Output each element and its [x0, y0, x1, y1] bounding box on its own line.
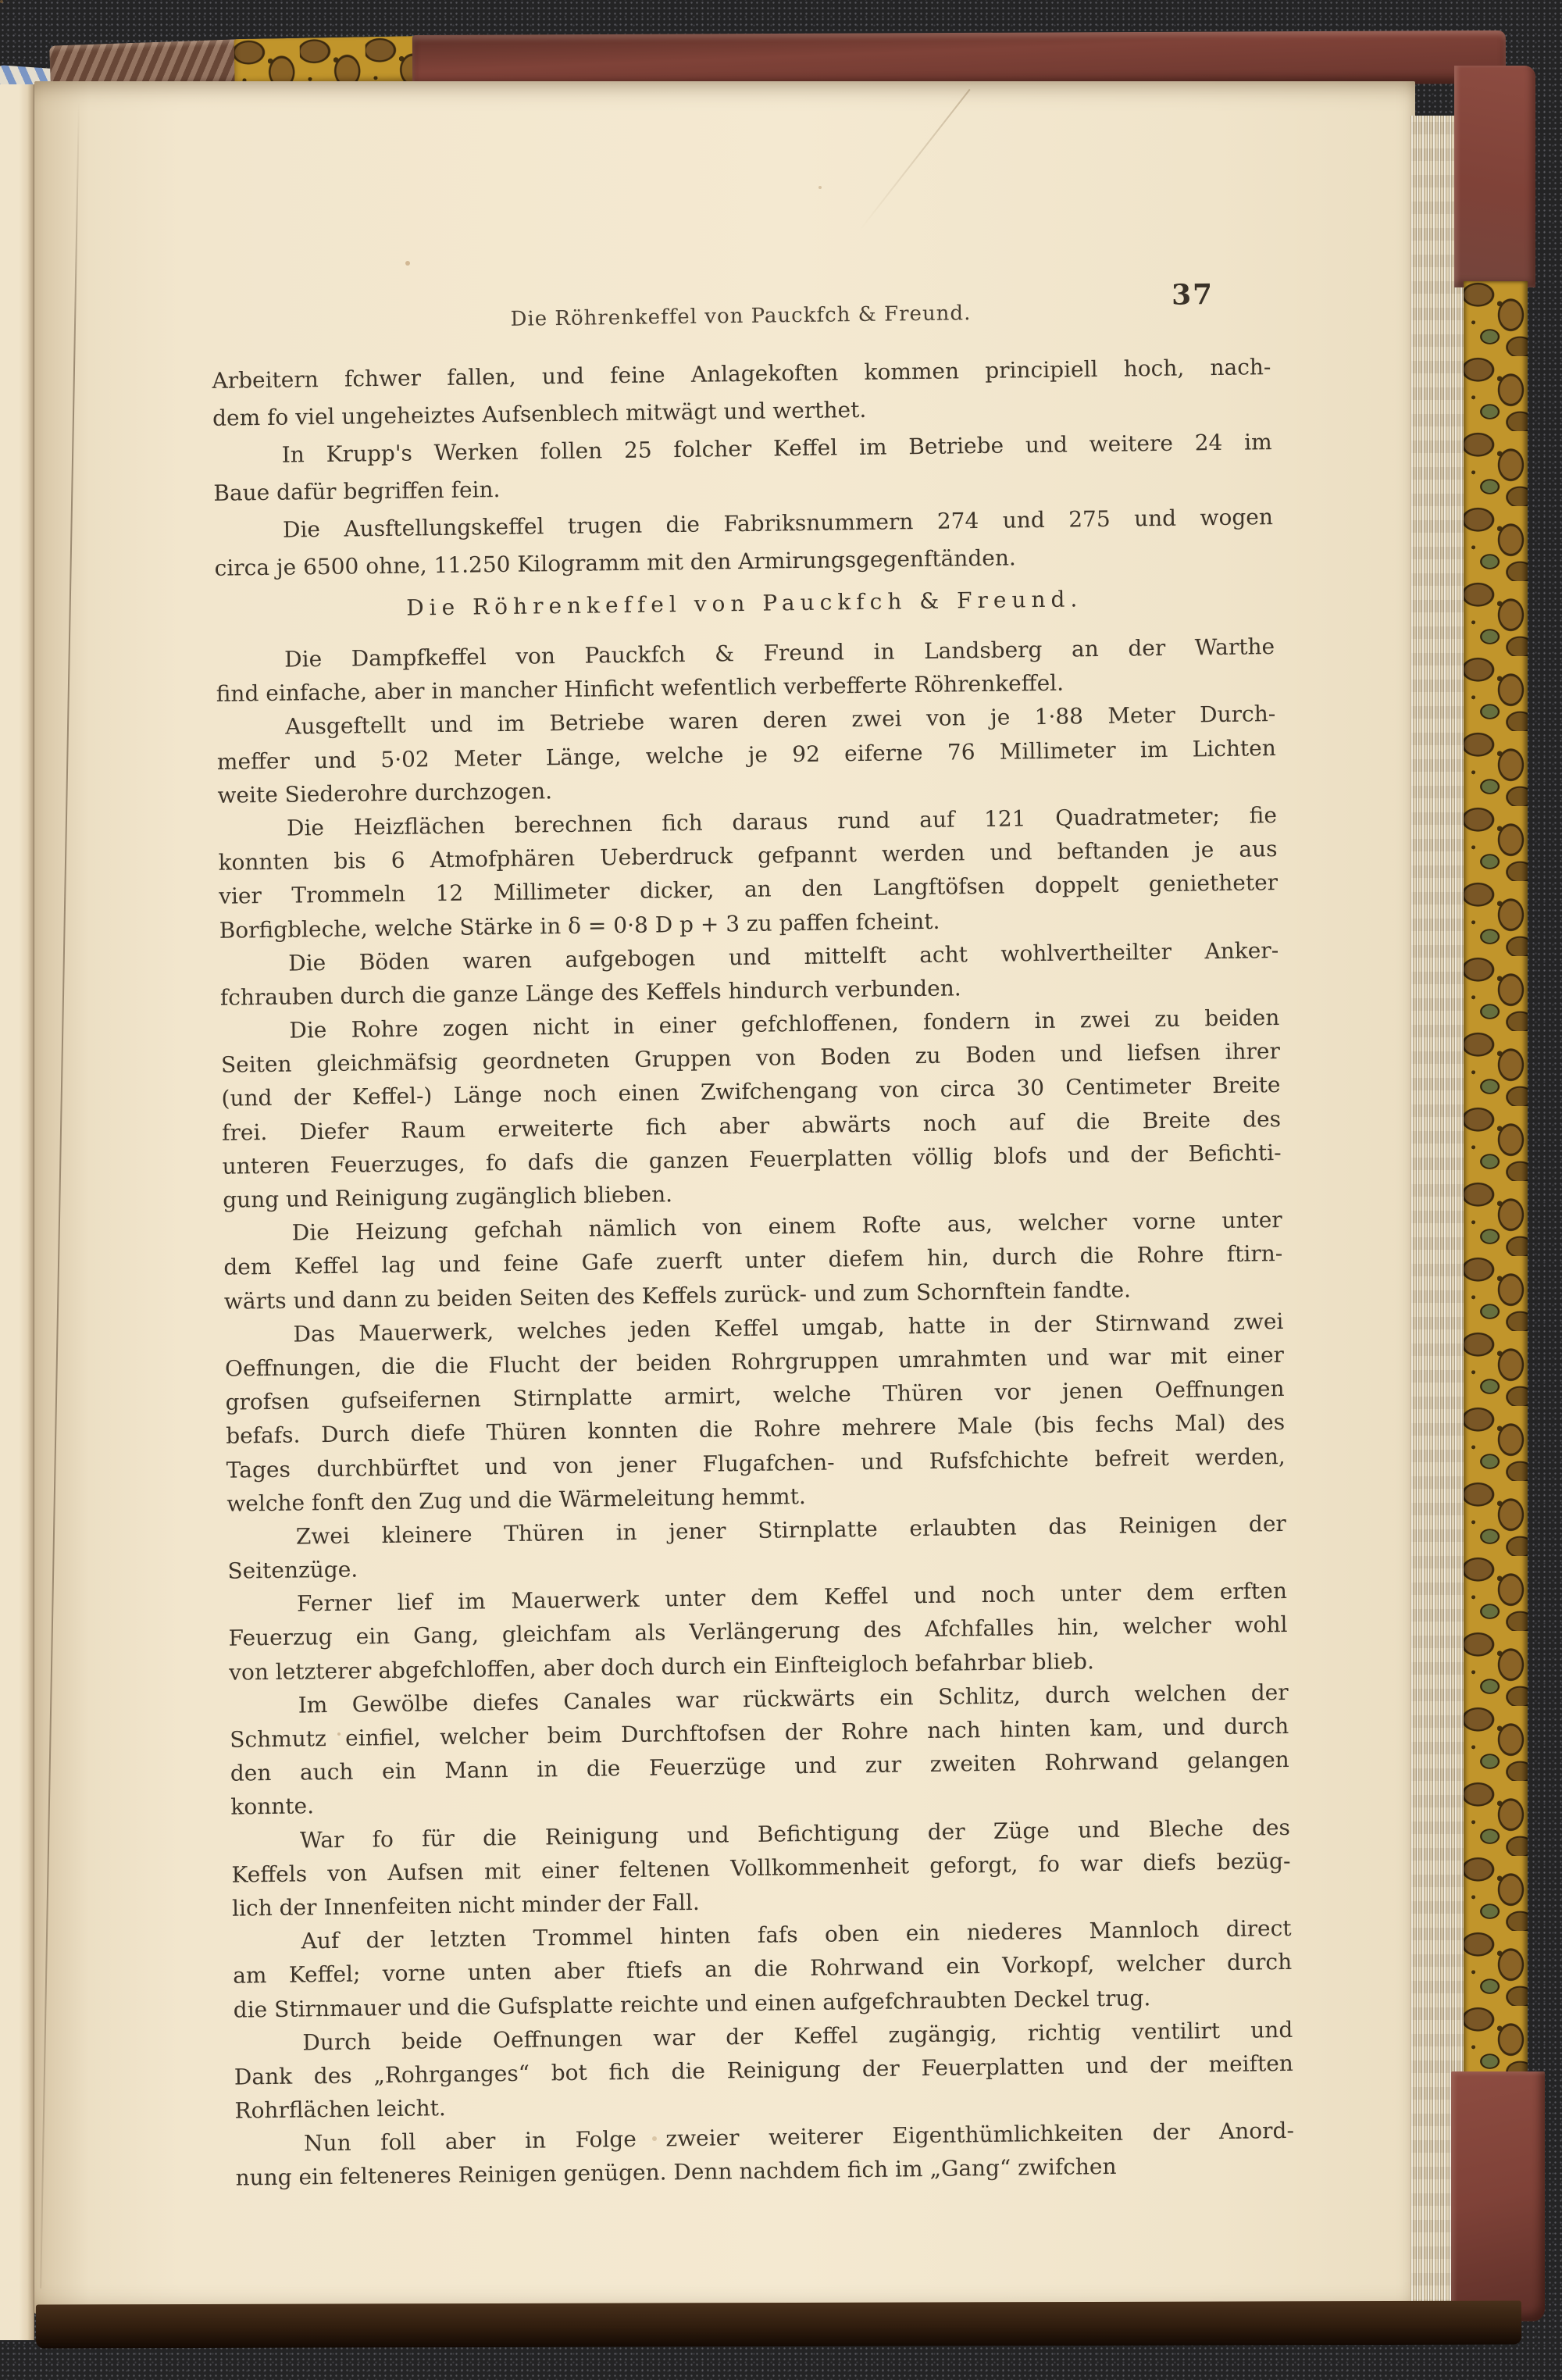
- text-line: Borfigbleche, welche Stärke in δ = 0·8 D p + 3 zu paffen fcheint.: [219, 908, 940, 944]
- page-content: [211, 280, 1295, 2195]
- text-line: befafs. Durch diefe Thüren konnten die Rohre mehrere Male (bis fechs Mal) des: [225, 1409, 1286, 1450]
- text-line: Rohrflächen leicht.: [234, 2095, 446, 2124]
- text-line: In Krupp's Werken follen 25 folcher Keffel im Betriebe und weitere 24 im: [281, 429, 1272, 468]
- text-line: konnten bis 6 Atmofphären Ueberdruck gefpannt werden und beftanden je aus: [218, 836, 1278, 876]
- book-corner-leather-top: [1454, 66, 1535, 287]
- text-line: War fo für die Reinigung und Befichtigung der Züge und Bleche des: [299, 1814, 1291, 1854]
- book-corner-leather-bottom: [1451, 2071, 1545, 2321]
- text-line: Oeffnungen, die die Flucht der beiden Rohrgruppen umrahmten und war mit einer: [224, 1341, 1285, 1382]
- text-line: Ausgeftellt und im Betriebe waren deren zwei von je 1·88 Meter Durch-: [285, 701, 1276, 740]
- text-line: nung ein felteneres Reinigen genügen. Denn nachdem fich im „Gang“ zwifchen: [235, 2153, 1117, 2192]
- text-line: die Stirnmauer und die Gufsplatte reichte und einen aufgefchraubten Deckel trug.: [233, 1984, 1151, 2023]
- text-line: dem fo viel ungeheiztes Aufsenblech mitwägt und werthet.: [212, 396, 867, 431]
- text-line: Schmutz einfiel, welcher beim Durchftofsen der Rohre nach hinten kam, und durch: [230, 1712, 1289, 1753]
- text-line: wärts und dann zu beiden Seiten des Keffels zurück- und zum Schornftein fandte.: [223, 1276, 1132, 1315]
- text-line: Im Gewölbe diefes Canales war rückwärts ein Schlitz, durch welchen der: [298, 1679, 1289, 1718]
- text-line: Die Heizung gefchah nämlich von einem Rofte aus, welcher vorne unter: [291, 1207, 1282, 1246]
- text-line: meffer und 5·02 Meter Länge, welche je 92 eiferne 76 Millimeter im Lichten: [216, 734, 1276, 775]
- text-line: find einfache, aber in mancher Hinficht wefentlich verbefferte Röhrenkeffel.: [216, 669, 1065, 708]
- text-line: Seitenzüge.: [227, 1556, 358, 1584]
- text-line: circa je 6500 ohne, 11.250 Kilogramm mit den Armirungsgegenftänden.: [214, 544, 1016, 581]
- text-line: Die Böden waren aufgebogen und mittelft acht wohlvertheilter Anker-: [288, 937, 1279, 976]
- intro-paragraphs: [212, 348, 1274, 587]
- text-line: Durch beide Oeffnungen war der Keffel zugängig, richtig ventilirt und: [302, 2016, 1293, 2056]
- text-line: Die Rohre zogen nicht in einer gefchloffenen, fondern in zwei zu beiden: [289, 1004, 1280, 1044]
- text-line: Feuerzug ein Gang, gleichfam als Verlängerung des Afchfalles hin, welcher wohl: [228, 1611, 1288, 1652]
- text-line: fchrauben durch die ganze Länge des Keffels hindurch verbunden.: [219, 975, 961, 1011]
- text-line: Ferner lief im Mauerwerk unter dem Keffel und noch unter dem erften: [296, 1578, 1288, 1617]
- text-line: dem Keffel lag und feine Gafe zuerft unter diefem hin, durch die Rohre ftirn-: [223, 1240, 1283, 1281]
- book-cover-marbled-top: [234, 36, 430, 86]
- text-line: welche fonft den Zug und die Wärmeleitung hemmt.: [226, 1483, 806, 1517]
- text-line: weite Siederohre durchzogen.: [217, 777, 553, 808]
- section-heading: Die Röhrenkeffel von Pauckfch & Freund.: [406, 586, 1083, 621]
- text-line: von letzterer abgefchloffen, aber doch durch ein Einfteigloch befahrbar blieb.: [228, 1647, 1095, 1686]
- text-line: lich der Innenfeiten nicht minder der Fall.: [231, 1889, 700, 1921]
- text-line: Dank des „Rohrganges“ bot fich die Reinigung der Feuerplatten und der meiften: [234, 2050, 1294, 2090]
- book-cover-marbled-right: [1464, 281, 1528, 2086]
- text-line: Arbeitern fchwer fallen, und feine Anlagekoften kommen principiell hoch, nach-: [212, 354, 1271, 394]
- running-head: Die Röhrenkeffel von Pauckfch & Freund.: [510, 302, 972, 331]
- facing-page-edge: [0, 84, 34, 2340]
- text-line: den auch ein Mann in die Feuerzüge und zur zweiten Rohrwand gelangen: [230, 1747, 1289, 1786]
- text-line: grofsen gufseifernen Stirnplatte armirt, welche Thüren vor jenen Oeffnungen: [225, 1376, 1285, 1415]
- text-line: Baue dafür begriffen fein.: [213, 476, 501, 506]
- text-line: frei. Diefer Raum erweiterte fich aber abwärts noch auf die Breite des: [221, 1105, 1282, 1146]
- book-cover-top-edge: [412, 30, 1506, 88]
- text-line: am Keffel; vorne unten aber ftiefs an die Rohrwand ein Vorkopf, welcher durch: [233, 1949, 1293, 1989]
- page-number: 37: [1171, 278, 1214, 312]
- main-paragraphs: [216, 630, 1295, 2195]
- book-cover-bottom-edge: [36, 2301, 1521, 2349]
- text-line: Tages durchbürftet und von jener Flugafchen- und Rufsfchichte befreit werden,: [226, 1443, 1286, 1483]
- text-line: Die Heizflächen berechnen fich daraus rund auf 121 Quadratmeter; fie: [286, 802, 1278, 841]
- text-line: (und der Keffel-) Länge noch einen Zwifchengang von circa 30 Centimeter Breite: [221, 1072, 1281, 1112]
- text-line: Seiten gleichmäfsig geordneten Gruppen von Boden zu Boden und liefsen ihrer: [220, 1038, 1281, 1079]
- text-line: Nun foll aber in Folge zweier weiterer Eigenthümlichkeiten der Anord-: [303, 2118, 1295, 2157]
- page-header: [211, 280, 1271, 362]
- foxing-spots: [0, 0, 3, 3]
- text-line: Die Ausftellungskeffel trugen die Fabriksnummern 274 und 275 und wogen: [282, 504, 1274, 543]
- text-line: Keffels von Aufsen mit einer feltenen Vollkommenheit geforgt, fo war diefs bezüg-: [231, 1847, 1291, 1888]
- text-line: gung und Reinigung zugänglich blieben.: [223, 1181, 673, 1213]
- text-line: Auf der letzten Trommel hinten fafs oben ein niederes Mannloch direct: [301, 1915, 1292, 1954]
- text-line: Zwei kleinere Thüren in jener Stirnplatte erlaubten das Reinigen der: [295, 1510, 1286, 1550]
- text-line: Die Dampfkeffel von Pauckfch & Freund in Landsberg an der Warthe: [284, 633, 1275, 673]
- text-line: unteren Feuerzuges, fo dafs die ganzen Feuerplatten völlig blofs und der Befichti-: [222, 1139, 1282, 1179]
- text-line: vier Trommeln 12 Millimeter dicker, an den Langftöfsen doppelt genietheter: [218, 869, 1278, 910]
- text-line: Das Mauerwerk, welches jeden Keffel umgab, hatte in der Stirnwand zwei: [293, 1308, 1284, 1347]
- text-line: konnte.: [230, 1793, 315, 1821]
